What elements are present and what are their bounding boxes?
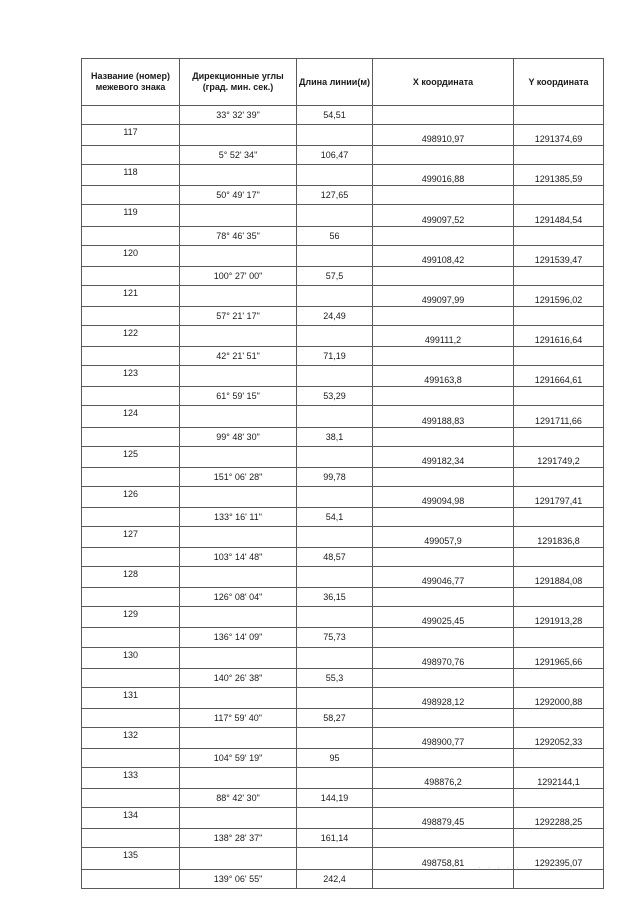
x-coordinate-cell: 499097,52: [373, 205, 514, 226]
marker-name-cell: [82, 146, 180, 165]
table-row-segment: [82, 789, 604, 808]
line-length-cell: [297, 687, 373, 708]
header-line-length: Длина линии(м): [297, 59, 373, 106]
table-header-row: [82, 59, 604, 106]
marker-name-cell: 122: [82, 326, 180, 347]
direction-angle-cell: [180, 768, 297, 789]
line-length-cell: 161,14: [297, 829, 373, 848]
table-row-point: [82, 205, 604, 226]
x-coordinate-cell: 499108,42: [373, 245, 514, 266]
table-row-point: [82, 125, 604, 146]
direction-angle-cell: [180, 406, 297, 427]
line-length-cell: 106,47: [297, 146, 373, 165]
table-row-segment: [82, 628, 604, 647]
direction-angle-cell: [180, 727, 297, 748]
direction-angle-cell: 139° 06' 55": [180, 869, 297, 888]
direction-angle-cell: [180, 647, 297, 668]
y-coordinate-cell: [514, 347, 604, 366]
direction-angle-cell: [180, 687, 297, 708]
line-length-cell: 54,1: [297, 507, 373, 526]
table-row-point: [82, 326, 604, 347]
table-row-point: [82, 285, 604, 306]
direction-angle-cell: [180, 326, 297, 347]
marker-name-cell: [82, 226, 180, 245]
line-length-cell: [297, 567, 373, 588]
marker-name-cell: [82, 869, 180, 888]
marker-name-cell: 131: [82, 687, 180, 708]
line-length-cell: 242,4: [297, 869, 373, 888]
line-length-cell: 58,27: [297, 708, 373, 727]
x-coordinate-cell: 499046,77: [373, 567, 514, 588]
line-length-cell: 53,29: [297, 387, 373, 406]
x-coordinate-cell: 498900,77: [373, 727, 514, 748]
y-coordinate-cell: [514, 668, 604, 687]
table-row-segment: [82, 749, 604, 768]
table-row-segment: [82, 588, 604, 607]
marker-name-cell: [82, 347, 180, 366]
x-coordinate-cell: [373, 467, 514, 486]
direction-angle-cell: [180, 567, 297, 588]
marker-name-cell: [82, 668, 180, 687]
direction-angle-cell: [180, 486, 297, 507]
y-coordinate-cell: [514, 146, 604, 165]
table-row-point: [82, 727, 604, 748]
y-coordinate-cell: [514, 829, 604, 848]
x-coordinate-cell: 498758,81: [373, 848, 514, 869]
direction-angle-cell: 103° 14' 48": [180, 548, 297, 567]
y-coordinate-cell: [514, 749, 604, 768]
y-coordinate-cell: [514, 226, 604, 245]
table-row-point: [82, 165, 604, 186]
direction-angle-cell: [180, 205, 297, 226]
marker-name-cell: 129: [82, 607, 180, 628]
table-row-point: [82, 406, 604, 427]
marker-name-cell: [82, 789, 180, 808]
y-coordinate-cell: 1291884,08: [514, 567, 604, 588]
x-coordinate-cell: 499097,99: [373, 285, 514, 306]
direction-angle-cell: 61° 59' 15": [180, 387, 297, 406]
line-length-cell: 57,5: [297, 266, 373, 285]
y-coordinate-cell: 1291836,8: [514, 526, 604, 547]
x-coordinate-cell: [373, 749, 514, 768]
line-length-cell: [297, 125, 373, 146]
marker-name-cell: 135: [82, 848, 180, 869]
y-coordinate-cell: [514, 708, 604, 727]
line-length-cell: 56: [297, 226, 373, 245]
x-coordinate-cell: 499111,2: [373, 326, 514, 347]
table-row-point: [82, 607, 604, 628]
marker-name-cell: 132: [82, 727, 180, 748]
table-row-point: [82, 245, 604, 266]
table-row-segment: [82, 226, 604, 245]
table-row-segment: [82, 507, 604, 526]
marker-name-cell: 118: [82, 165, 180, 186]
table-row-segment: [82, 708, 604, 727]
direction-angle-cell: [180, 808, 297, 829]
x-coordinate-cell: 498876,2: [373, 768, 514, 789]
y-coordinate-cell: 1291616,64: [514, 326, 604, 347]
line-length-cell: [297, 727, 373, 748]
direction-angle-cell: [180, 245, 297, 266]
line-length-cell: 99,78: [297, 467, 373, 486]
x-coordinate-cell: [373, 347, 514, 366]
table-row-segment: [82, 186, 604, 205]
x-coordinate-cell: 499025,45: [373, 607, 514, 628]
x-coordinate-cell: [373, 226, 514, 245]
table-row-segment: [82, 387, 604, 406]
table-row-segment: [82, 829, 604, 848]
line-length-cell: [297, 205, 373, 226]
header-marker-name: Название (номер) межевого знака: [82, 59, 180, 106]
header-y-coordinate: Y координата: [514, 59, 604, 106]
marker-name-cell: [82, 266, 180, 285]
boundary-coordinates-table: [81, 58, 604, 889]
y-coordinate-cell: 1292395,07: [514, 848, 604, 869]
y-coordinate-cell: 1291484,54: [514, 205, 604, 226]
x-coordinate-cell: [373, 186, 514, 205]
line-length-cell: [297, 607, 373, 628]
y-coordinate-cell: 1292052,33: [514, 727, 604, 748]
marker-name-cell: [82, 186, 180, 205]
direction-angle-cell: 78° 46' 35": [180, 226, 297, 245]
marker-name-cell: 134: [82, 808, 180, 829]
direction-angle-cell: [180, 848, 297, 869]
line-length-cell: 144,19: [297, 789, 373, 808]
y-coordinate-cell: 1291374,69: [514, 125, 604, 146]
direction-angle-cell: [180, 446, 297, 467]
line-length-cell: 75,73: [297, 628, 373, 647]
table-row-point: [82, 366, 604, 387]
x-coordinate-cell: 499016,88: [373, 165, 514, 186]
y-coordinate-cell: 1291711,66: [514, 406, 604, 427]
direction-angle-cell: 33° 32' 39": [180, 106, 297, 125]
x-coordinate-cell: 499182,34: [373, 446, 514, 467]
direction-angle-cell: 100° 27' 00": [180, 266, 297, 285]
line-length-cell: 95: [297, 749, 373, 768]
line-length-cell: [297, 366, 373, 387]
direction-angle-cell: 42° 21' 51": [180, 347, 297, 366]
y-coordinate-cell: 1292144,1: [514, 768, 604, 789]
marker-name-cell: [82, 106, 180, 125]
line-length-cell: [297, 326, 373, 347]
table-row-segment: [82, 306, 604, 325]
line-length-cell: [297, 526, 373, 547]
y-coordinate-cell: 1291797,41: [514, 486, 604, 507]
y-coordinate-cell: [514, 467, 604, 486]
y-coordinate-cell: 1291596,02: [514, 285, 604, 306]
marker-name-cell: [82, 548, 180, 567]
marker-name-cell: [82, 749, 180, 768]
line-length-cell: [297, 768, 373, 789]
line-length-cell: [297, 285, 373, 306]
marker-name-cell: 128: [82, 567, 180, 588]
table-row-segment: [82, 347, 604, 366]
line-length-cell: 24,49: [297, 306, 373, 325]
marker-name-cell: 120: [82, 245, 180, 266]
line-length-cell: 54,51: [297, 106, 373, 125]
direction-angle-cell: 126° 08' 04": [180, 588, 297, 607]
y-coordinate-cell: [514, 106, 604, 125]
marker-name-cell: 121: [82, 285, 180, 306]
table-body: [82, 106, 604, 889]
line-length-cell: 71,19: [297, 347, 373, 366]
x-coordinate-cell: 498928,12: [373, 687, 514, 708]
marker-name-cell: 119: [82, 205, 180, 226]
x-coordinate-cell: 499163,8: [373, 366, 514, 387]
y-coordinate-cell: [514, 588, 604, 607]
table-row-segment: [82, 467, 604, 486]
y-coordinate-cell: [514, 186, 604, 205]
direction-angle-cell: [180, 125, 297, 146]
table-row-point: [82, 768, 604, 789]
table-row-segment: [82, 146, 604, 165]
table-row-point: [82, 647, 604, 668]
line-length-cell: 36,15: [297, 588, 373, 607]
y-coordinate-cell: 1291664,61: [514, 366, 604, 387]
x-coordinate-cell: [373, 387, 514, 406]
table-row-point: [82, 567, 604, 588]
marker-name-cell: [82, 387, 180, 406]
y-coordinate-cell: 1291385,59: [514, 165, 604, 186]
line-length-cell: [297, 245, 373, 266]
x-coordinate-cell: [373, 668, 514, 687]
y-coordinate-cell: 1292288,25: [514, 808, 604, 829]
y-coordinate-cell: 1291965,66: [514, 647, 604, 668]
marker-name-cell: 130: [82, 647, 180, 668]
direction-angle-cell: 136° 14' 09": [180, 628, 297, 647]
marker-name-cell: 126: [82, 486, 180, 507]
line-length-cell: [297, 808, 373, 829]
marker-name-cell: [82, 708, 180, 727]
direction-angle-cell: [180, 526, 297, 547]
line-length-cell: 55,3: [297, 668, 373, 687]
table-row-segment: [82, 106, 604, 125]
x-coordinate-cell: [373, 829, 514, 848]
table-row-point: [82, 687, 604, 708]
x-coordinate-cell: [373, 628, 514, 647]
header-x-coordinate: X координата: [373, 59, 514, 106]
x-coordinate-cell: [373, 789, 514, 808]
direction-angle-cell: 5° 52' 34": [180, 146, 297, 165]
marker-name-cell: 127: [82, 526, 180, 547]
scan-artifact: · · · · ·: [478, 862, 521, 872]
y-coordinate-cell: [514, 266, 604, 285]
direction-angle-cell: [180, 285, 297, 306]
x-coordinate-cell: 499094,98: [373, 486, 514, 507]
line-length-cell: [297, 486, 373, 507]
marker-name-cell: [82, 588, 180, 607]
x-coordinate-cell: [373, 266, 514, 285]
table-row-segment: [82, 427, 604, 446]
y-coordinate-cell: [514, 507, 604, 526]
x-coordinate-cell: [373, 507, 514, 526]
line-length-cell: [297, 165, 373, 186]
x-coordinate-cell: 498970,76: [373, 647, 514, 668]
y-coordinate-cell: [514, 628, 604, 647]
x-coordinate-cell: 498879,45: [373, 808, 514, 829]
line-length-cell: 127,65: [297, 186, 373, 205]
y-coordinate-cell: [514, 548, 604, 567]
y-coordinate-cell: [514, 387, 604, 406]
x-coordinate-cell: [373, 588, 514, 607]
y-coordinate-cell: [514, 306, 604, 325]
marker-name-cell: [82, 507, 180, 526]
y-coordinate-cell: 1291749,2: [514, 446, 604, 467]
direction-angle-cell: [180, 607, 297, 628]
y-coordinate-cell: [514, 789, 604, 808]
table-row-segment: [82, 548, 604, 567]
direction-angle-cell: [180, 165, 297, 186]
marker-name-cell: [82, 467, 180, 486]
direction-angle-cell: 99° 48' 30": [180, 427, 297, 446]
x-coordinate-cell: [373, 306, 514, 325]
direction-angle-cell: [180, 366, 297, 387]
y-coordinate-cell: 1291913,28: [514, 607, 604, 628]
marker-name-cell: [82, 427, 180, 446]
x-coordinate-cell: 499188,83: [373, 406, 514, 427]
x-coordinate-cell: 498910,97: [373, 125, 514, 146]
marker-name-cell: 133: [82, 768, 180, 789]
direction-angle-cell: 104° 59' 19": [180, 749, 297, 768]
table-row-segment: [82, 668, 604, 687]
marker-name-cell: [82, 306, 180, 325]
direction-angle-cell: 151° 06' 28": [180, 467, 297, 486]
marker-name-cell: 124: [82, 406, 180, 427]
line-length-cell: 48,57: [297, 548, 373, 567]
direction-angle-cell: 88° 42' 30": [180, 789, 297, 808]
marker-name-cell: 117: [82, 125, 180, 146]
x-coordinate-cell: [373, 427, 514, 446]
table-row-point: [82, 808, 604, 829]
y-coordinate-cell: 1292000,88: [514, 687, 604, 708]
direction-angle-cell: 57° 21' 17": [180, 306, 297, 325]
table-row-point: [82, 446, 604, 467]
marker-name-cell: [82, 628, 180, 647]
table-row-point: [82, 486, 604, 507]
header-direction-angles: Дирекционные углы (град. мин. сек.): [180, 59, 297, 106]
line-length-cell: 38,1: [297, 427, 373, 446]
direction-angle-cell: 50° 49' 17": [180, 186, 297, 205]
line-length-cell: [297, 446, 373, 467]
direction-angle-cell: 117° 59' 40": [180, 708, 297, 727]
x-coordinate-cell: [373, 146, 514, 165]
marker-name-cell: [82, 829, 180, 848]
line-length-cell: [297, 848, 373, 869]
y-coordinate-cell: 1291539,47: [514, 245, 604, 266]
line-length-cell: [297, 647, 373, 668]
direction-angle-cell: 140° 26' 38": [180, 668, 297, 687]
x-coordinate-cell: 499057,9: [373, 526, 514, 547]
line-length-cell: [297, 406, 373, 427]
direction-angle-cell: 133° 16' 11": [180, 507, 297, 526]
x-coordinate-cell: [373, 708, 514, 727]
table-row-point: [82, 526, 604, 547]
x-coordinate-cell: [373, 548, 514, 567]
x-coordinate-cell: [373, 106, 514, 125]
y-coordinate-cell: [514, 427, 604, 446]
direction-angle-cell: 138° 28' 37": [180, 829, 297, 848]
marker-name-cell: 125: [82, 446, 180, 467]
marker-name-cell: 123: [82, 366, 180, 387]
table-row-segment: [82, 266, 604, 285]
